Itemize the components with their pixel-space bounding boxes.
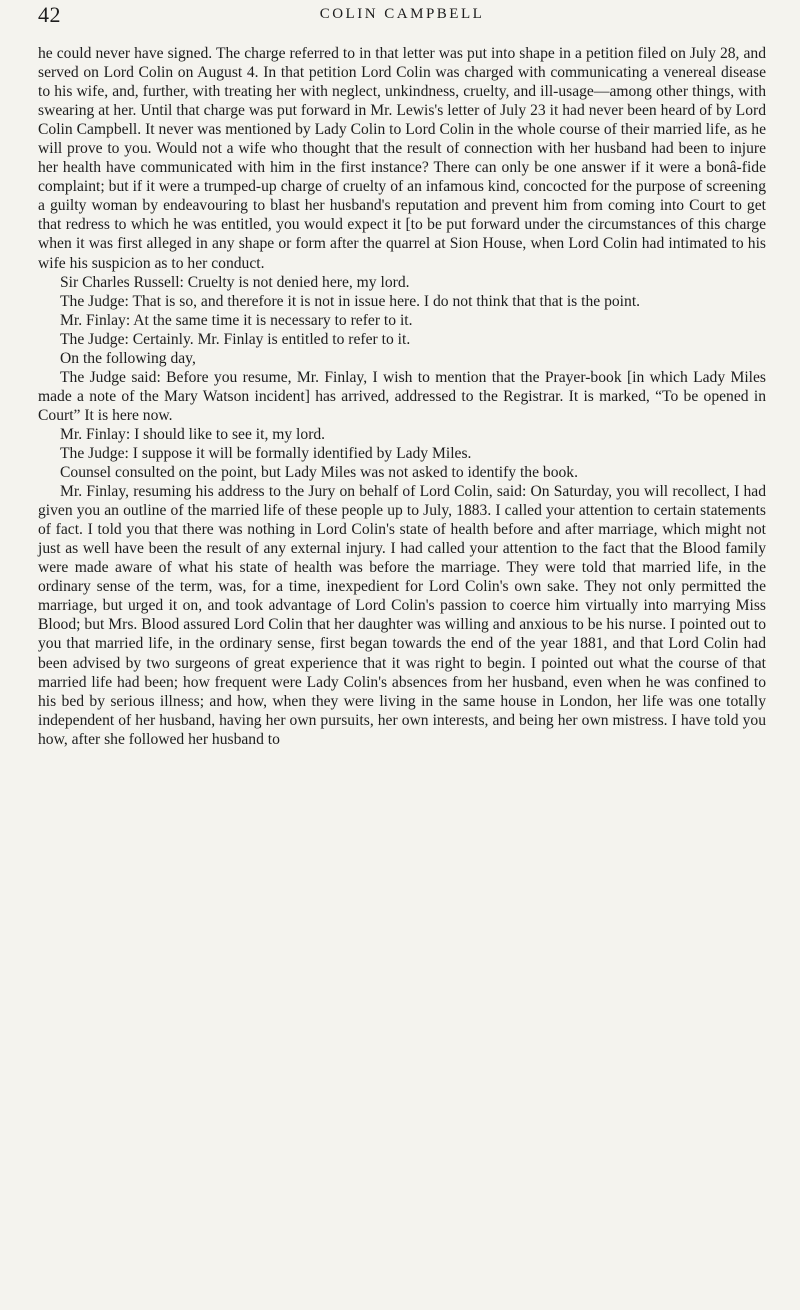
running-head: COLIN CAMPBELL [319,6,485,22]
paragraph: Counsel consulted on the point, but Lady Miles was not asked to identify the book. [60,464,578,482]
body-text [38,44,766,749]
paragraph: The Judge: I suppose it will be formally identified by Lady Miles. [60,444,472,462]
paragraph: Mr. Finlay: I should like to see it, my lord. [60,425,326,443]
paragraph: Mr. Finlay: At the same time it is necessary to refer to it. [60,311,413,329]
page-number: 42 [38,2,61,27]
paragraph: The Judge: That is so, and therefore it is not in issue here. I do not think that that is the point. [60,292,641,310]
paragraph: On the following day, [60,349,196,367]
page-header [38,0,766,34]
paragraph: The Judge: Certainly. Mr. Finlay is entitled to refer to it. [60,330,411,348]
paragraph: he could never have signed. The charge referred to in that letter was put into shape in a petition filed on July 28, and served on Lord Colin on August 4. In that petition Lord Colin was charged with communicating a venereal disease to his wife, and, further, with treating her with neglect, unkindness, cruelty, and ill-usage—among other things, with swearing at her. Until that charge was put forward in Mr. Lewis's letter of July 23 it had never been heard of by Lord Colin Campbell. It never was mentioned by Lady Colin to Lord Colin in the whole course of their married life, as he will prove to you. Would not a wife who thought that the result of connection with her husband had been to injure her health have communicated with him in the first instance? There can only be one answer if it were a bonâ-fide complaint; but if it were a trumped-up charge of cruelty of an infamous kind, concocted for the purpose of screening a guilty woman by endeavouring to blast her husband's reputation and prevent him from coming into Court to get that redress to which he was entitled, you would expect it [to be put forward under the circumstances of this charge when it was first alleged in any shape or form after the quarrel at Sion House, when Lord Colin had intimated to his wife his suspicion as to her conduct. [38,45,766,272]
paragraph: Mr. Finlay, resuming his address to the Jury on behalf of Lord Colin, said: On Saturday, you will recollect, I had given you an outline of the married life of these people up to July, 1883. I called your attention to certain statements of fact. I told you that there was nothing in Lord Colin's state of health before and after marriage, which might not just as well have been the result of any external injury. I had called your attention to the fact that the Blood family were made aware of what his state of health was before the marriage. They were told that married life, in the ordinary sense of the term, was, for a time, inexpedient for Lord Colin's own sake. They not only permitted the marriage, but urged it on, and took advantage of Lord Colin's passion to coerce him virtually into marrying Miss Blood; but Mrs. Blood assured Lord Colin that her daughter was willing and anxious to be his nurse. I pointed out to you that married life, in the ordinary sense, first began towards the end of the year 1881, and that Lord Colin had been advised by two surgeons of great experience that it was right to begin. I pointed out what the course of that married life had been; how frequent were Lady Colin's absences from her husband, even when he was confined to his bed by serious illness; and how, when they were living in the same house in London, her life was one totally independent of her husband, having her own pursuits, her own interests, and being her own mistress. I have told you how, after she followed her husband to [38,483,766,748]
paragraph: The Judge said: Before you resume, Mr. Finlay, I wish to mention that the Prayer-book [in which Lady Miles made a note of the Mary Watson incident] has arrived, addressed to the Registrar. It is marked, “To be opened in Court” It is here now. [38,368,766,424]
paragraph: Sir Charles Russell: Cruelty is not denied here, my lord. [60,273,410,291]
